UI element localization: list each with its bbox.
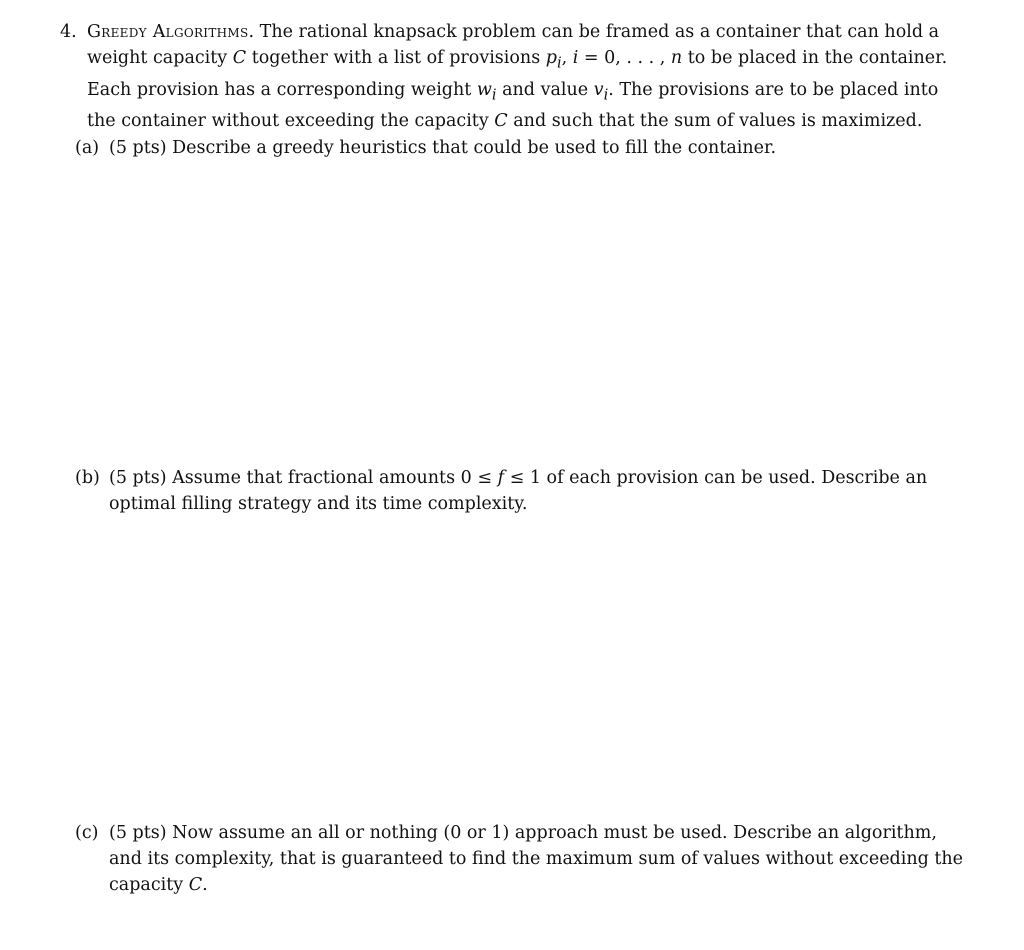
- value-var: [593, 79, 609, 103]
- problem-title: Greedy Algorithms: [87, 22, 249, 42]
- part-text: [109, 465, 971, 517]
- part-text-segment: (5 pts) Assume that fractional amounts 0 ≤: [109, 468, 498, 488]
- part-text: (5 pts) Describe a greedy heuristics that could be used to fill the container.: [109, 138, 777, 158]
- part-text: [109, 820, 971, 898]
- part-a: [75, 135, 975, 161]
- part-c: [75, 820, 975, 898]
- problem-number: 4.: [60, 22, 77, 42]
- value-symbol: v: [593, 79, 604, 100]
- index-subscript: i: [491, 86, 497, 103]
- part-text-segment: .: [202, 875, 208, 895]
- part-b: [75, 465, 975, 517]
- index-subscript: i: [603, 86, 609, 103]
- part-label: (b): [75, 468, 100, 488]
- intro-text: to be placed in the container. Each provision has a corresponding weight: [87, 48, 948, 100]
- capacity-var: C: [494, 111, 508, 131]
- intro-text: ,: [561, 48, 573, 68]
- weight-var: [476, 79, 497, 103]
- intro-text: and value: [496, 79, 594, 100]
- capacity-var: C: [232, 48, 247, 68]
- fraction-var: f: [497, 468, 505, 488]
- weight-symbol: w: [476, 79, 492, 100]
- part-label: (a): [75, 138, 100, 158]
- index-var: i: [572, 48, 579, 68]
- provision-symbol: p: [545, 48, 557, 68]
- index-subscript: i: [556, 54, 562, 72]
- problem-statement: [87, 19, 967, 134]
- provision-var: [545, 48, 562, 72]
- part-label: (c): [75, 823, 99, 843]
- part-text-segment: (5 pts) Now assume an all or nothing (0 or 1) approach must be used. Describe an algorithm, and its complexity, that is guaranteed to find the maximum sum of values without exceeding the capacity: [109, 823, 964, 895]
- capacity-var: C: [188, 875, 203, 895]
- problem-4: [60, 19, 980, 134]
- intro-text: . The provisions are to be placed into the container without exceeding the capacity: [87, 79, 939, 131]
- n-var: n: [670, 48, 683, 68]
- range-text: = 0, . . . ,: [578, 48, 671, 68]
- part-text-segment: ≤ 1 of each provision can be used. Describe an optimal filling strategy and its time complexity.: [109, 468, 928, 514]
- intro-text: . The rational knapsack problem can be framed as a container that can hold a weight capacity: [87, 22, 940, 68]
- intro-text: and such that the sum of values is maximized.: [507, 111, 923, 131]
- intro-text: together with a list of provisions: [246, 48, 546, 68]
